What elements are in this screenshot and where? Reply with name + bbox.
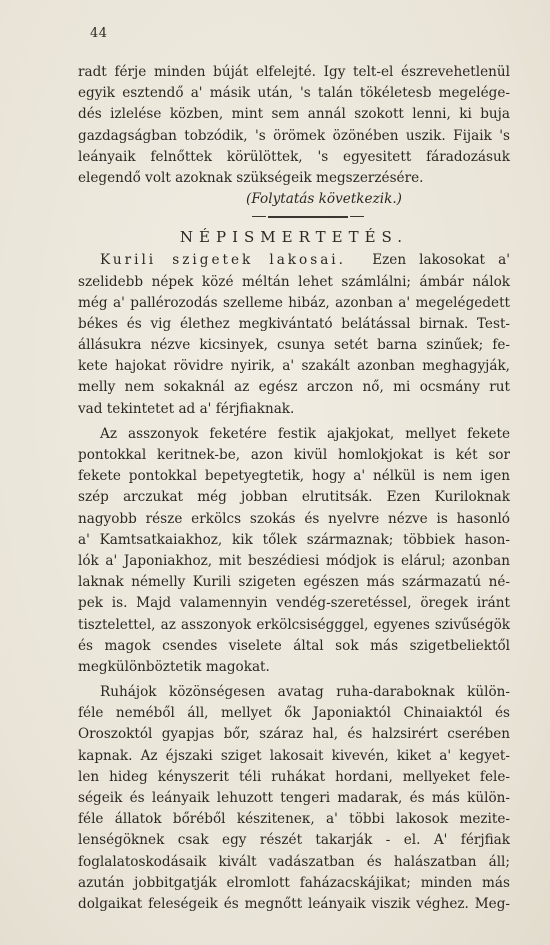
text-line: és magok csendes viselete által sok más szigetbeliektől (78, 637, 510, 654)
text-line: elegendő volt azoknak szükségeik megszerzésére. (78, 169, 424, 186)
text-line: len hideg kényszerit téli ruhákat hordani, mellyeket fele- (78, 768, 510, 785)
to-be-continued-note: (Folytatás következik.) (246, 191, 402, 208)
text-line: radt férje minden búját elfelejté. Igy telt-el észrevehetlenül (78, 64, 510, 80)
text-line: Az asszonyok feketére festik ajakjokat, mellyet fekete (100, 425, 510, 442)
text-line: a' Kamtsatkaiakhoz, kik tőlek származnak; többiek hason- (78, 531, 510, 548)
text-line: békes és vig élethez megkivántató belátással birnak. Test- (78, 315, 510, 332)
paragraph-first-line (78, 250, 510, 271)
text-line: vad tekintetet ad a' férjfiaknak. (78, 400, 295, 417)
text-line: ségeik és leányaik lehuzott tengeri madarak, és más külön- (78, 790, 510, 806)
text-line: kete hajokat rövidre nyirik, a' szakált azonban meghagyják, (78, 358, 510, 375)
text-line: tisztelettel, az asszonyok erkölcsiségggel, egyenes szivűségök (78, 616, 510, 633)
text-line: dés izlelése közben, mint sem annál szokott lenni, ki buja (78, 106, 510, 123)
text-line: kapnak. Az éjszaki sziget lakosait kivevén, kiket a' kegyet- (78, 747, 510, 764)
text-line: dolgaikat feleségeik és megnőtt leányaik viszik véghez. Meg- (78, 895, 510, 912)
section-divider (78, 210, 510, 224)
section-lead: Kurili szigetek lakosai. (100, 252, 346, 269)
text-line: pek is. Majd valamennyin vendég-szeretéssel, öregek iránt (78, 595, 510, 612)
text-line: Ruhájok közönségesen avatag ruha-daraboknak külön- (100, 684, 510, 701)
text-line: állásukra nézve kicsinyek, csunya setét barna szinűek; fe- (78, 337, 510, 354)
text-line: melly nem sokaknál az egész arczon nő, mi ocsmány rut (78, 379, 510, 396)
text-line: leányaik felnőttek körülöttek, 's egyesitett fáradozásuk (78, 148, 510, 165)
text-line: féle neméből áll, mellyet ők Japoniaktól Chinaiaktól és (78, 705, 510, 722)
text-line: fekete pontokkal bepetyegtetik, hogy a' nélkül is nem igen (78, 468, 510, 485)
text-line: gazdagságban tobzódik, 's örömek özönében uszik. Fijaik 's (78, 127, 510, 144)
section-title: NÉPISMERTETÉS. (179, 228, 409, 247)
text-line: megkülönböztetik magokat. (78, 658, 270, 675)
text-line: nagyobb része erkölcs szokás és nyelvre nézve is hasonló (78, 510, 510, 527)
page-body (78, 62, 510, 915)
text-line: még a' pallérozodás szelleme hibáz, azonban a' megelégedett (78, 294, 510, 311)
text-line: lók a' Japoniakhoz, mit beszédiesi módjok is elárul; azonban (78, 552, 510, 569)
page-number: 44 (90, 26, 108, 41)
text-line: szelidebb népek közé méltán lehet számlálni; ámbár nálok (78, 273, 510, 290)
text-line: féle állatok bőréből késziteneк, a' többi lakosok mezite- (78, 811, 510, 828)
text-line: laknak némelly Kurili szigeten egészen más származatú né- (78, 574, 510, 591)
text-line: azután jobbitgatják elromlott faházacskájikat; minden más (78, 874, 510, 891)
text-fragment: Ezen lakosokat a' (372, 252, 510, 269)
text-line: foglalatoskodásaik kivált vadászatban és halászatban áll; (78, 853, 510, 870)
text-line: szép arczukat még jobban elrutitsák. Ezen Kuriloknak (78, 489, 510, 506)
text-line: pontokkal keritnek-be, azon kivül homlokjokat is két sor (78, 447, 510, 463)
text-line: egyik esztendő a' másik után, 's talán tökéletesb megelége- (78, 85, 510, 102)
text-line: lenségöknek csak egy részét takarják - el. A' férjfiak (78, 832, 510, 849)
text-line: Oroszoktól gyapjas bőr, száraz hal, és halzsirért cserében (78, 726, 510, 743)
